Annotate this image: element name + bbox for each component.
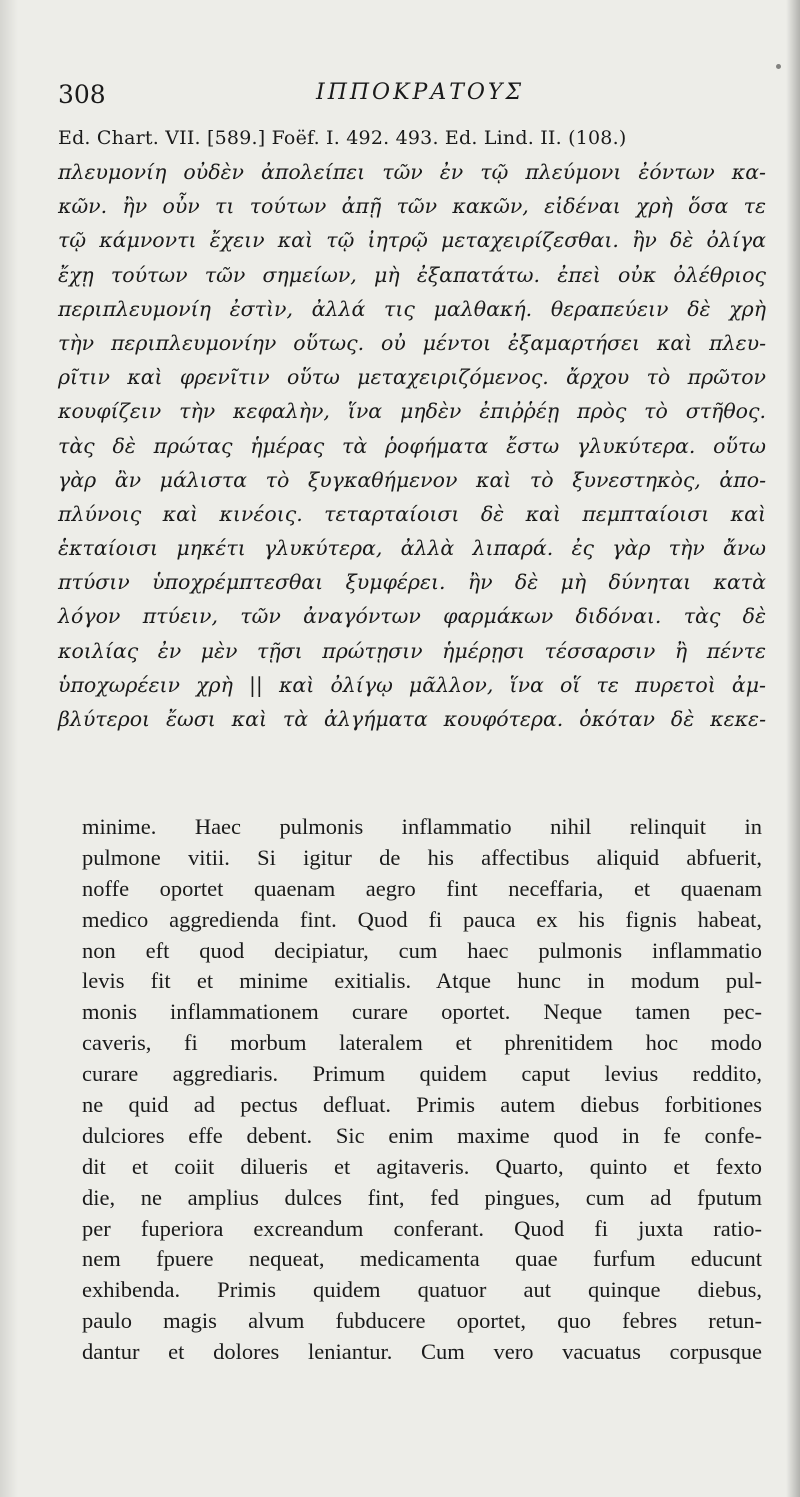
latin-line: levis fit et minime exitialis. Atque hunc in modum pul-: [82, 968, 762, 994]
page-number: 308: [58, 80, 106, 109]
greek-line: τῷ κάμνοντι ἔχειν καὶ τῷ ἰητρῷ μεταχειρίζεσθαι. ἢν δὲ ὀλίγα: [58, 228, 766, 253]
greek-line: γὰρ ἂν μάλιστα τὸ ξυγκαθήμενον καὶ τὸ ξυνεστηκὸς, ἀπο-: [58, 467, 766, 492]
latin-line: exhibenda. Primis quidem quatuor aut quinque diebus,: [82, 1277, 762, 1303]
greek-line: βλύτεροι ἔωσι καὶ τὰ ἀλγήματα κουφότερα. ὁκόταν δὲ κεκε-: [58, 707, 766, 731]
latin-line: non eft quod decipiatur, cum haec pulmonis inflammatio: [82, 937, 762, 963]
greek-line: κουφίζειν τὴν κεφαλὴν, ἵνα μηδὲν ἐπιῤῥέῃ πρὸς τὸ στῆθος.: [58, 399, 766, 424]
latin-line: dantur et dolores leniantur. Cum vero vacuatus corpusque: [82, 1339, 762, 1365]
greek-line: ὑποχωρέειν χρὴ || καὶ ὀλίγῳ μᾶλλον, ἵνα οἵ τε πυρετοὶ ἀμ-: [58, 672, 766, 697]
greek-line: πλύνοις καὶ κινέοις. τεταρταίοισι δὲ καὶ πεμπταίοισι καὶ: [58, 501, 766, 526]
latin-line: medico aggredienda fint. Quod fi pauca ex his fignis habeat,: [82, 906, 762, 932]
latin-line: per fuperiora excreandum conferant. Quod fi juxta ratio-: [82, 1215, 762, 1241]
greek-line: ἑκταίοισι μηκέτι γλυκύτερα, ἀλλὰ λιπαρά. ἐς γὰρ τὴν ἄνω: [58, 536, 766, 561]
greek-line: ἔχῃ τούτων τῶν σημείων, μὴ ἐξαπατάτω. ἐπεὶ οὐκ ὀλέθριος: [58, 262, 766, 287]
edition-reference-line: Ed. Chart. VII. [589.] Foëf. I. 492. 493. Ed. Lind. II. (108.): [58, 127, 627, 149]
running-title: ΙΠΠΟΚΡΑΤΟΥΣ: [316, 80, 525, 105]
paper-spot: [776, 64, 781, 69]
latin-line: curare aggrediaris. Primum quidem caput levius reddito,: [82, 1061, 762, 1087]
latin-line: noffe oportet quaenam aegro fint neceffaria, et quaenam: [82, 875, 762, 901]
latin-line: pulmone vitii. Si igitur de his affectibus aliquid abfuerit,: [82, 844, 762, 870]
latin-line: die, ne amplius dulces fint, fed pingues, cum ad fputum: [82, 1184, 762, 1210]
greek-line: περιπλευμονίη ἐστὶν, ἀλλά τις μαλθακή. θεραπεύειν δὲ χρὴ: [58, 296, 766, 321]
latin-line: dit et coiit dilueris et agitaveris. Quarto, quinto et fexto: [82, 1153, 762, 1179]
latin-line: caveris, fi morbum lateralem et phrenitidem hoc modo: [82, 1030, 762, 1056]
latin-line: nem fpuere nequeat, medicamenta quae furfum educunt: [82, 1246, 762, 1272]
greek-text-block: [58, 155, 766, 736]
latin-line: monis inflammationem curare oportet. Neque tamen pec-: [82, 999, 762, 1025]
greek-line: λόγον πτύειν, τῶν ἀναγόντων φαρμάκων διδόναι. τὰς δὲ: [58, 604, 766, 629]
latin-line: minime. Haec pulmonis inflammatio nihil relinquit in: [82, 814, 762, 839]
greek-line: πλευμονίη οὐδὲν ἀπολείπει τῶν ἐν τῷ πλεύμονι ἐόντων κα-: [58, 160, 766, 184]
greek-line: τὰς δὲ πρώτας ἡμέρας τὰ ῥοφήματα ἔστω γλυκύτερα. οὕτω: [58, 433, 766, 458]
greek-line: πτύσιν ὑποχρέμπτεσθαι ξυμφέρει. ἢν δὲ μὴ δύνηται κατὰ: [58, 570, 766, 595]
latin-line: ne quid ad pectus defluat. Primis autem diebus forbitiones: [82, 1092, 762, 1118]
page-header: [58, 78, 758, 118]
greek-line: ρῖτιν καὶ φρενῖτιν οὕτω μεταχειριζόμενος. ἄρχου τὸ πρῶτον: [58, 365, 766, 390]
latin-text-block: [82, 811, 762, 1367]
greek-line: κῶν. ἢν οὖν τι τούτων ἀπῇ τῶν κακῶν, εἰδέναι χρὴ ὅσα τε: [58, 194, 766, 219]
greek-line: τὴν περιπλευμονίην οὕτως. οὐ μέντοι ἐξαμαρτήσει καὶ πλευ-: [58, 330, 766, 355]
greek-line: κοιλίας ἐν μὲν τῇσι πρώτῃσιν ἡμέρῃσι τέσσαρσιν ἢ πέντε: [58, 638, 766, 663]
latin-line: paulo magis alvum fubducere oportet, quo febres retun-: [82, 1308, 762, 1334]
latin-line: dulciores effe debent. Sic enim maxime quod in fe confe-: [82, 1122, 762, 1148]
